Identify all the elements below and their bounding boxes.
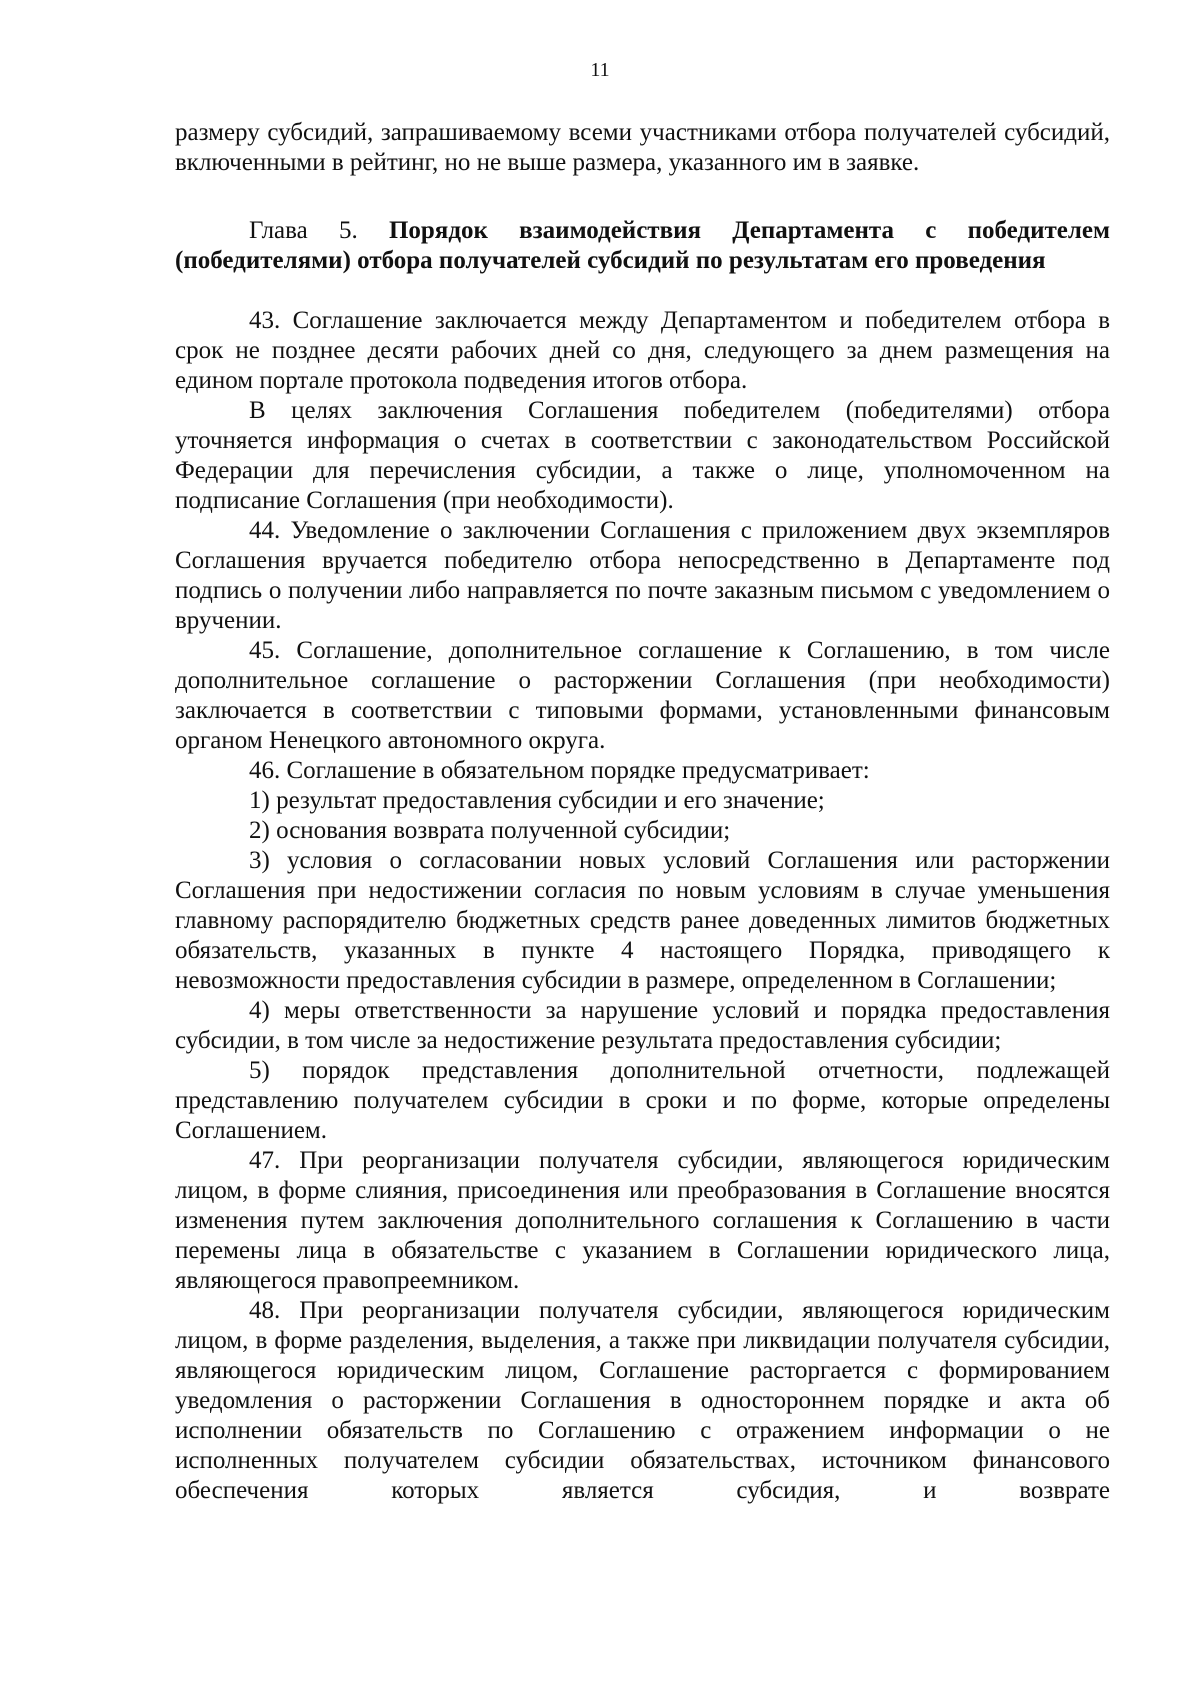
paragraph-46-item-5: 5) порядок представления дополнительной отчетности, подлежащей представлению получателем субсидии в сроки и по форме, которые определены Соглашением. (175, 1057, 1110, 1144)
paragraph-46-item-3: 3) условия о согласовании новых условий Соглашения или расторжении Соглашения при недостижении согласия по новым условиям в случае уменьшения главному распорядителю бюджетных средств ранее доведенных лимитов бюджетных обязательств, указанных в пункте 4 настоящего Порядка, приводящего к невозможности предоставления субсидии в размере, определенном в Соглашении; (175, 847, 1110, 994)
paragraph-43: 43. Соглашение заключается между Департаментом и победителем отбора в срок не позднее десяти рабочих дней со дня, следующего за днем размещения на едином портале протокола подведения итогов отбора. (175, 307, 1110, 394)
chapter-label: Глава 5. (249, 217, 358, 244)
chapter-heading (175, 216, 1110, 276)
paragraph-48: 48. При реорганизации получателя субсидии, являющегося юридическим лицом, в форме разделения, выделения, а также при ликвидации получателя субсидии, являющегося юридическим лицом, Соглашение расторгается с формированием уведомления о расторжении Соглашения в одностороннем порядке и акта об исполнении обязательств по Соглашению с отражением информации о не исполненных получателем субсидии обязательствах, источником финансового обеспечения которых является субсидия, и возврате (175, 1297, 1110, 1504)
page-number: 11 (590, 59, 610, 81)
paragraph-46: 46. Соглашение в обязательном порядке предусматривает: (249, 757, 870, 784)
paragraph-46-item-4: 4) меры ответственности за нарушение условий и порядка предоставления субсидии, в том числе за недостижение результата предоставления субсидии; (175, 997, 1110, 1054)
paragraph-45: 45. Соглашение, дополнительное соглашение к Соглашению, в том числе дополнительное соглашение о расторжении Соглашения (при необходимости) заключается в соответствии с типовыми формами, установленными финансовым органом Ненецкого автономного округа. (175, 637, 1110, 754)
paragraph-intro: размеру субсидий, запрашиваемому всеми участниками отбора получателей субсидий, включенными в рейтинг, но не выше размера, указанного им в заявке. (175, 119, 1110, 176)
paragraph-44: 44. Уведомление о заключении Соглашения с приложением двух экземпляров Соглашения вручается победителю отбора непосредственно в Департаменте под подпись о получении либо направляется по почте заказным письмом с уведомлением о вручении. (175, 517, 1110, 634)
paragraph-47: 47. При реорганизации получателя субсидии, являющегося юридическим лицом, в форме слияния, присоединения или преобразования в Соглашение вносятся изменения путем заключения дополнительного соглашения к Соглашению в части перемены лица в обязательстве с указанием в Соглашении юридического лица, являющегося правопреемником. (175, 1147, 1110, 1294)
chapter-title: Порядок взаимодействия Департамента с победителем (победителями) отбора получателей субсидий по результатам его проведения (175, 217, 1111, 274)
paragraph-46-item-1: 1) результат предоставления субсидии и его значение; (249, 787, 825, 814)
paragraph-46-item-2: 2) основания возврата полученной субсидии; (249, 817, 731, 844)
document-body (175, 118, 1110, 1506)
paragraph-43-second: В целях заключения Соглашения победителем (победителями) отбора уточняется информация о счетах в соответствии с законодательством Российской Федерации для перечисления субсидии, а также о лице, уполномоченном на подписание Соглашения (при необходимости). (175, 397, 1110, 514)
